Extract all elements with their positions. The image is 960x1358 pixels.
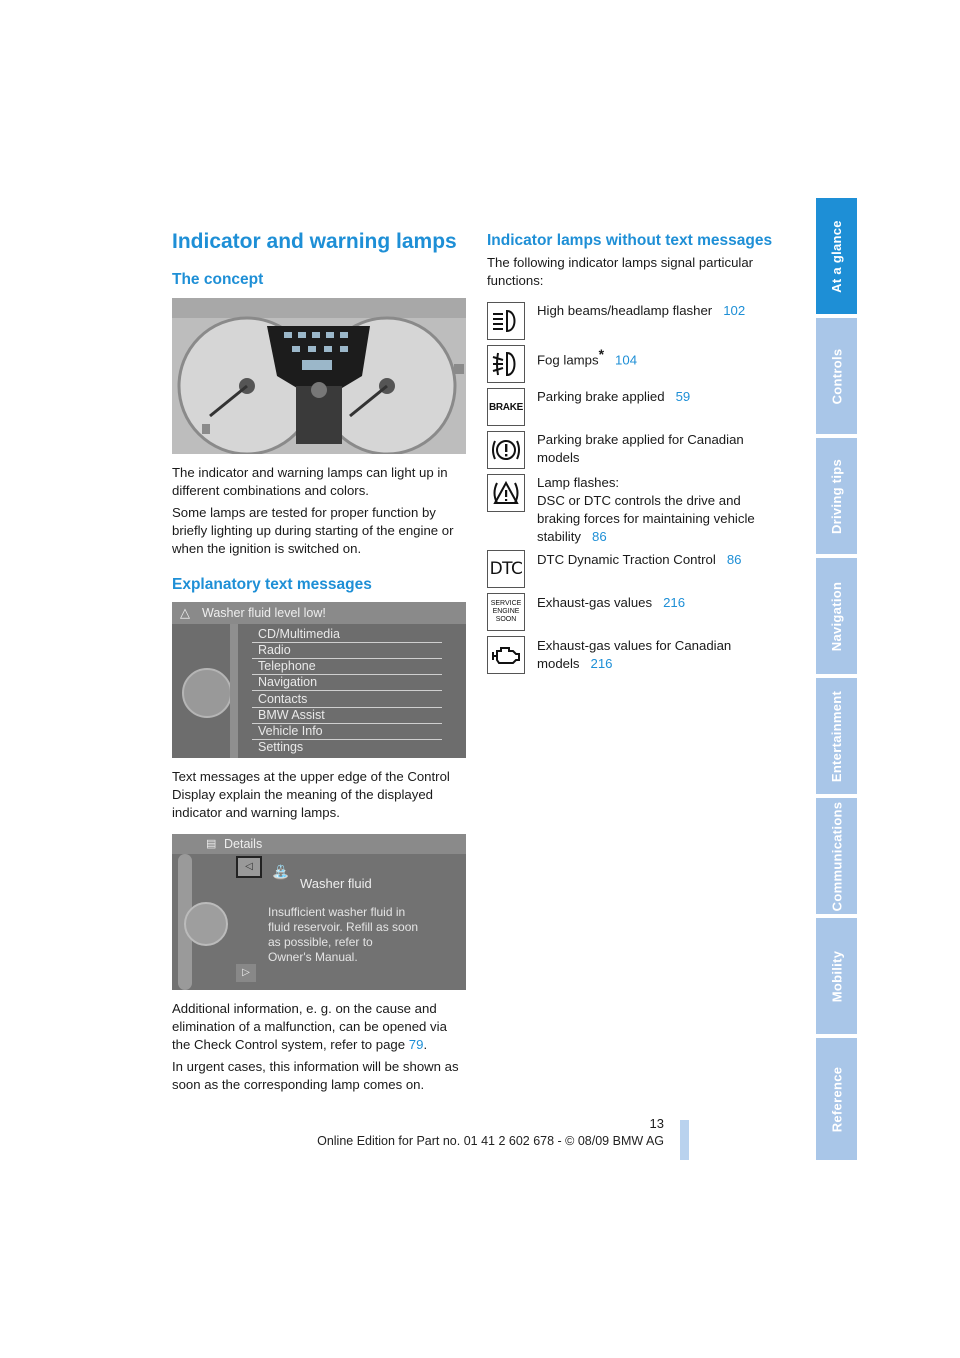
lamp-dtc: DTC Dynamic Traction Control 86 — [537, 552, 742, 567]
brake-icon: BRAKE — [487, 388, 525, 426]
page-link-86-dtc[interactable]: 86 — [726, 552, 742, 567]
lamp-fog: Fog lamps* 104 — [537, 346, 638, 368]
page-link-104[interactable]: 104 — [615, 352, 638, 368]
menu-item-navigation[interactable]: Navigation — [258, 675, 318, 689]
tab-communications[interactable]: Communications — [816, 798, 857, 914]
controller-knob — [182, 668, 232, 718]
details-line-1: Insufficient washer fluid in — [268, 905, 406, 919]
tab-at-a-glance[interactable]: At a glance — [816, 198, 857, 314]
lamp-exhaust-gas-canada: Exhaust-gas values for Canadian models 216 — [537, 638, 732, 671]
page-link-216-canada[interactable]: 216 — [590, 656, 613, 671]
back-arrow-button[interactable]: ◁ — [236, 856, 262, 878]
control-display-menu-image — [172, 602, 466, 758]
lamp-exhaust-gas: Exhaust-gas values 216 — [537, 595, 686, 610]
details-header-text: Details — [224, 837, 263, 851]
forward-arrow-button[interactable]: ▷ — [236, 964, 256, 982]
menu-item-bmw-assist[interactable]: BMW Assist — [258, 708, 325, 722]
concept-paragraph-1: The indicator and warning lamps can light up in different combinations and colors. — [172, 465, 448, 498]
concept-heading: The concept — [172, 271, 264, 288]
right-intro: The following indicator lamps signal particular functions: — [487, 255, 754, 288]
additional-info-paragraph: Additional information, e. g. on the cause and elimination of a malfunction, can be opened via the Check Control system, refer to page 79. — [172, 1001, 447, 1052]
menu-item-cd-multimedia[interactable]: CD/Multimedia — [258, 627, 340, 641]
footer-bar — [680, 1120, 689, 1160]
fog-lamp-icon — [487, 345, 525, 383]
footer-text: Online Edition for Part no. 01 41 2 602 678 - © 08/09 BMW AG — [317, 1134, 664, 1148]
menu-item-radio[interactable]: Radio — [258, 643, 291, 657]
explanatory-paragraph: Text messages at the upper edge of the Control Display explain the meaning of the displayed indicator and warning lamps. — [172, 769, 450, 820]
details-line-2: fluid reservoir. Refill as soon — [268, 920, 419, 934]
menu-item-contacts[interactable]: Contacts — [258, 692, 308, 706]
concept-paragraph-2: Some lamps are tested for proper function by briefly lighting up during starting of the engine or when the ignition is switched on. — [172, 505, 454, 556]
page-link-79[interactable]: 79 — [408, 1037, 424, 1052]
warning-icon: △ — [180, 605, 190, 620]
lamp-dsc: Lamp flashes: DSC or DTC controls the drive and braking forces for maintaining vehicle stability 86 — [537, 475, 755, 544]
page-link-86-dsc[interactable]: 86 — [591, 529, 607, 544]
page-link-59[interactable]: 59 — [675, 389, 691, 404]
details-screen-image — [172, 834, 466, 990]
page-number: 13 — [649, 1116, 664, 1131]
menu-item-telephone[interactable]: Telephone — [258, 659, 316, 673]
instrument-cluster-image — [172, 298, 466, 454]
high-beam-icon — [487, 302, 525, 340]
lamp-high-beam: High beams/headlamp flasher 102 — [537, 303, 746, 318]
dtc-icon: DTC — [487, 550, 525, 588]
details-line-3: as possible, refer to — [268, 935, 373, 949]
tab-navigation[interactable]: Navigation — [816, 558, 857, 674]
menu-header-text: Washer fluid level low! — [202, 606, 326, 620]
details-title: Washer fluid — [300, 876, 372, 891]
tab-driving-tips[interactable]: Driving tips — [816, 438, 857, 554]
explanatory-heading: Explanatory text messages — [172, 576, 372, 593]
dsc-warning-icon — [487, 474, 525, 512]
parking-brake-canada-icon — [487, 431, 525, 469]
urgent-paragraph: In urgent cases, this information will be shown as soon as the corresponding lamp comes on. — [172, 1059, 459, 1092]
page-title: Indicator and warning lamps — [172, 230, 457, 253]
details-line-4: Owner's Manual. — [268, 950, 358, 964]
details-icon: ▤ — [206, 838, 217, 850]
tab-controls[interactable]: Controls — [816, 318, 857, 434]
page-link-102[interactable]: 102 — [723, 303, 746, 318]
right-heading: Indicator lamps without text messages — [487, 232, 773, 249]
engine-icon — [487, 636, 525, 674]
tab-entertainment[interactable]: Entertainment — [816, 678, 857, 794]
lamp-parking-brake: Parking brake applied 59 — [537, 389, 691, 404]
lamp-parking-brake-canada: Parking brake applied for Canadian models — [537, 432, 744, 465]
service-engine-icon: SERVICE ENGINE SOON — [487, 593, 525, 631]
tab-mobility[interactable]: Mobility — [816, 918, 857, 1034]
menu-item-settings[interactable]: Settings — [258, 740, 304, 754]
tab-reference[interactable]: Reference — [816, 1038, 857, 1160]
controller-knob-small — [184, 902, 228, 946]
washer-fluid-icon: ⛲ — [272, 864, 290, 880]
menu-item-vehicle-info[interactable]: Vehicle Info — [258, 724, 323, 738]
page-link-216[interactable]: 216 — [663, 595, 686, 610]
